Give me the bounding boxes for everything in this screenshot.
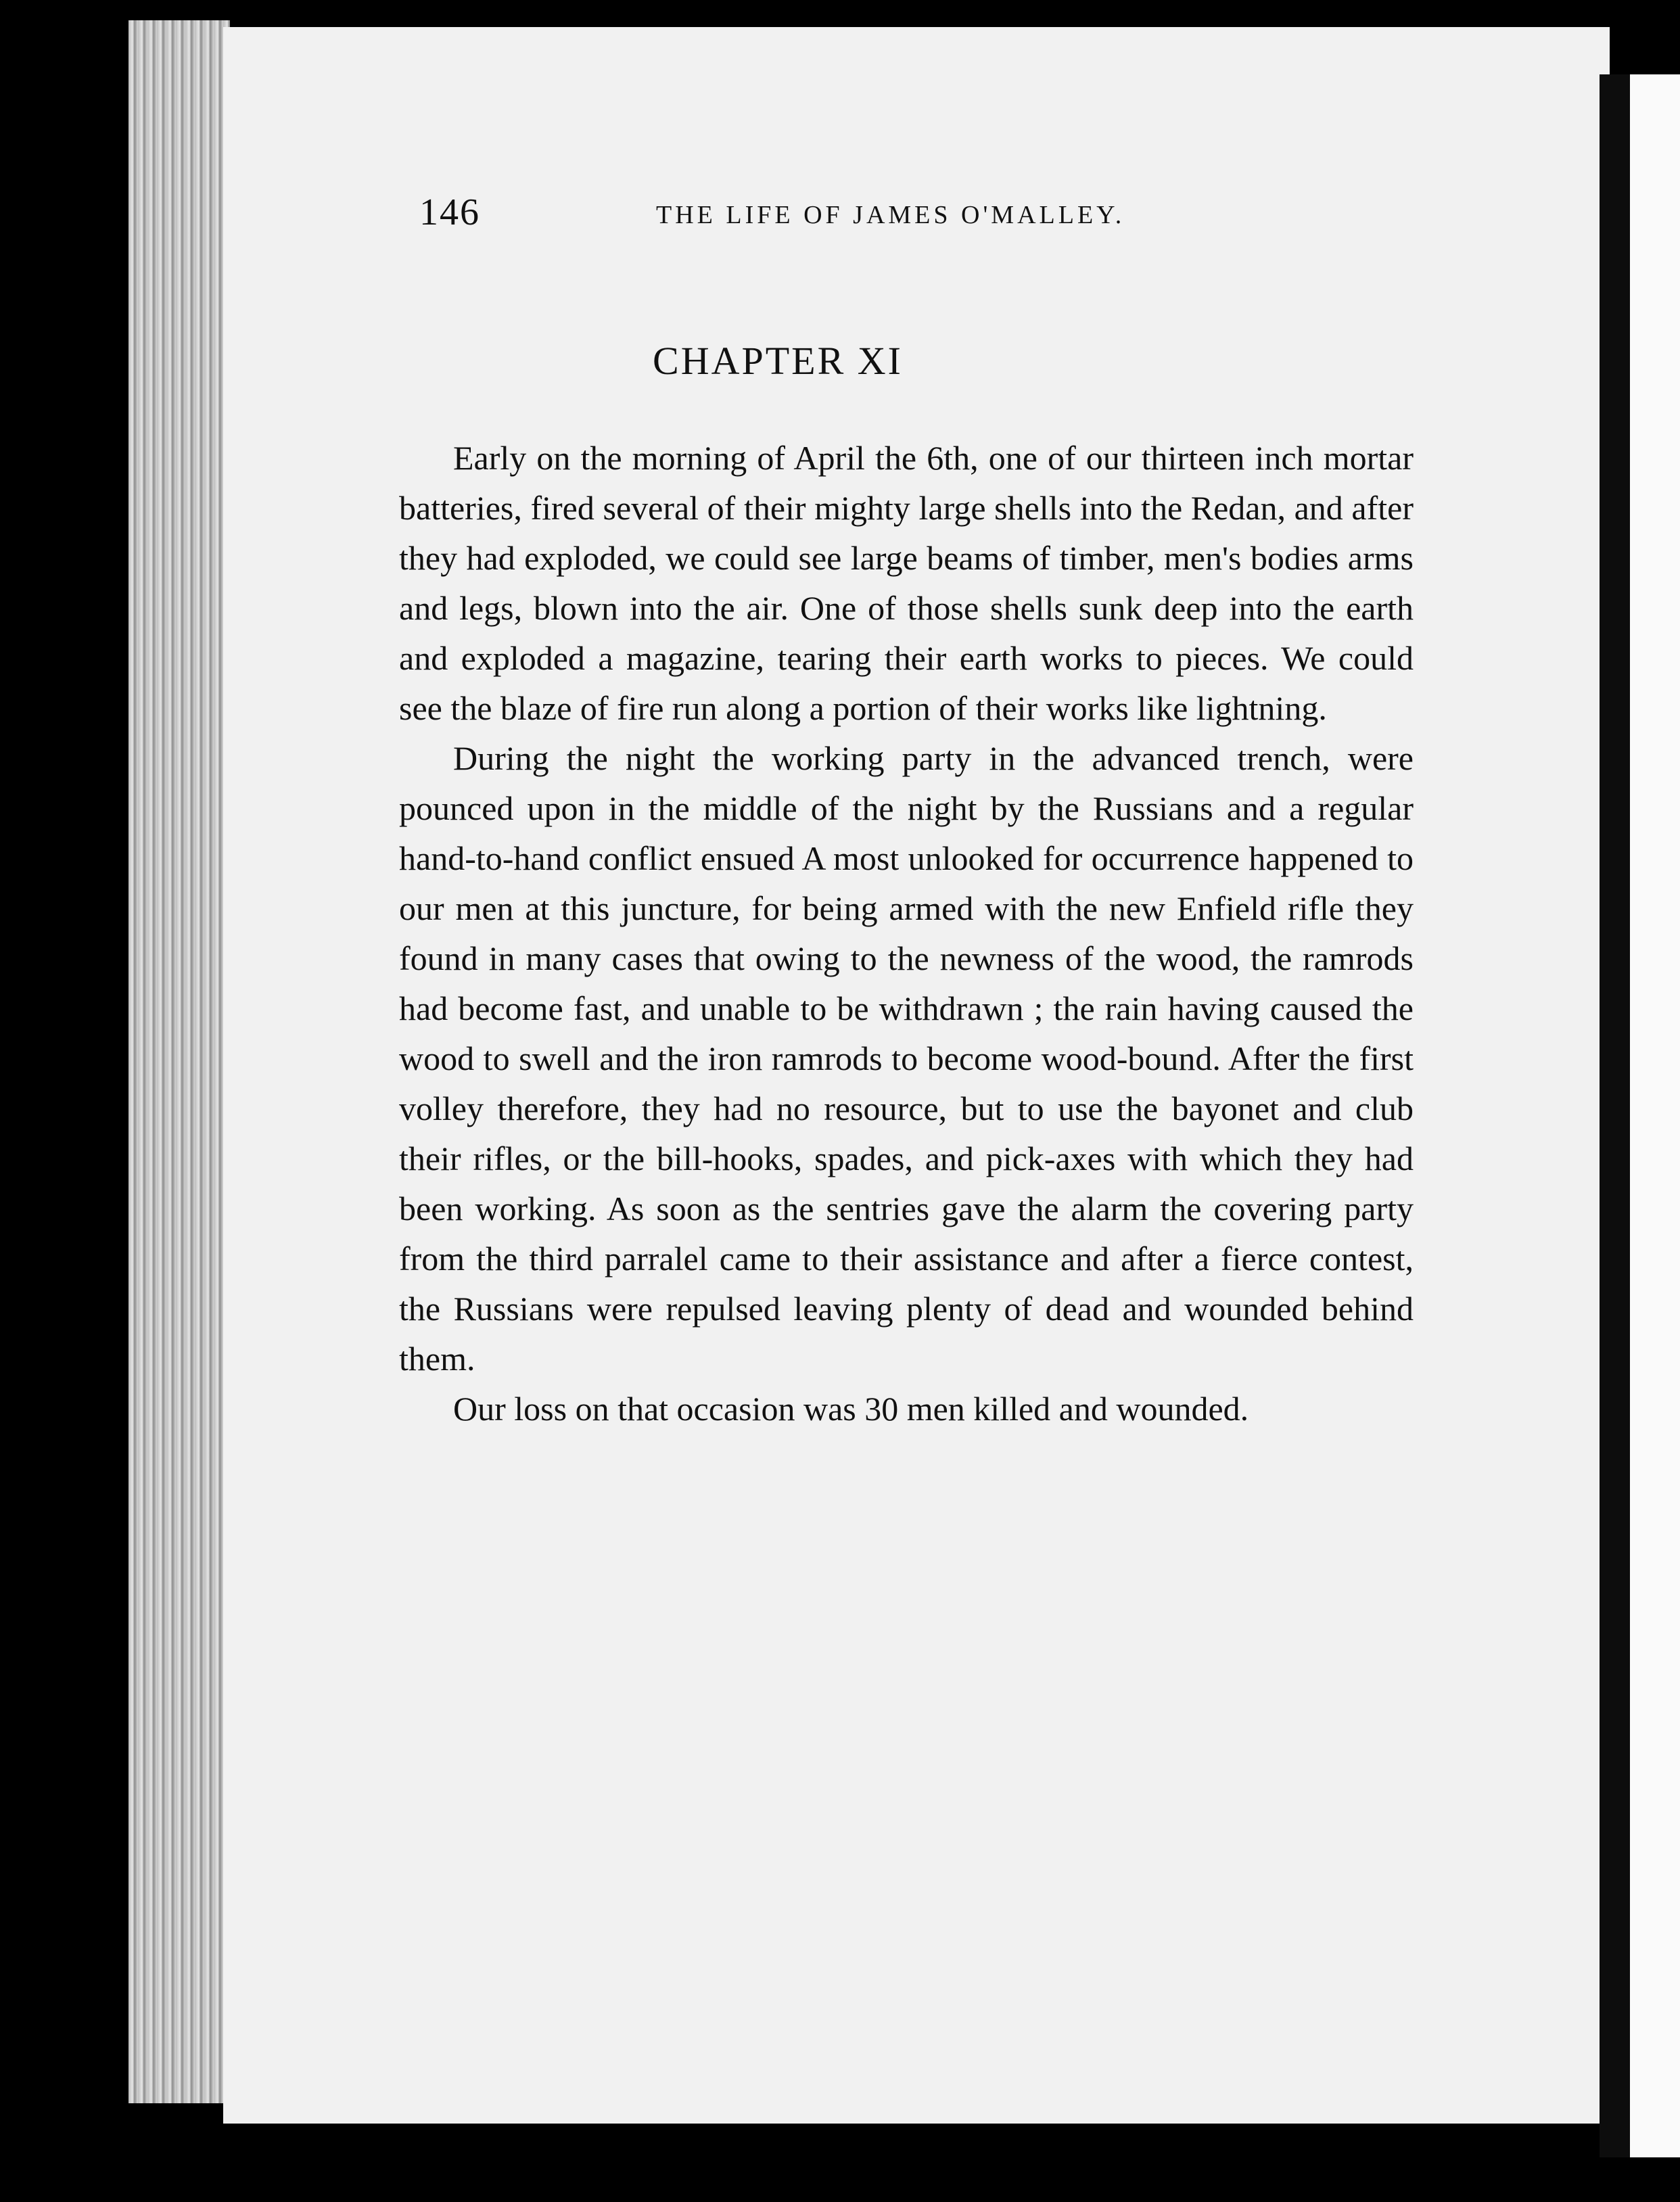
paragraph: Our loss on that occasion was 30 men killed and wounded. [453,1390,1249,1428]
chapter-title: CHAPTER XI [653,339,903,383]
running-head: THE LIFE OF JAMES O'MALLEY. [656,201,1125,229]
page-header [419,191,1217,245]
body-text [399,433,1414,1434]
gutter-shadow [1600,74,1630,2157]
page-number: 146 [419,191,480,233]
paragraph: During the night the working party in the advanced trench, were pounced upon in the middle of the night by the Russians and a regular hand-to-hand conflict ensued A most unlooked for occurrence happened to our men at this juncture, for being armed with the new Enfield rifle they found in many cases that owing to the newness of the wood, the ramrods had become fast, and unable to be withdrawn ; the rain having caused the wood to swell and the iron ramrods to become wood-bound. After the first volley therefore, they had no resource, but to use the bayonet and club their rifles, or the bill-hooks, spades, and pick-axes with which they had been working. As soon as the sentries gave the alarm the covering party from the third parralel came to their assistance and after a fierce contest, the Russians were repulsed leaving plenty of dead and wounded behind them. [399,739,1414,1378]
page-edges [129,20,230,2103]
facing-page-edge [1630,74,1680,2157]
paragraph: Early on the morning of April the 6th, one of our thirteen inch mortar batteries, fired several of their mighty large shells into the Redan, and after they had exploded, we could see large beams of timber, men's bodies arms and legs, blown into the air. One of those shells sunk deep into the earth and exploded a magazine, tearing their earth works to pieces. We could see the blaze of fire run along a portion of their works like lightning. [399,439,1414,727]
